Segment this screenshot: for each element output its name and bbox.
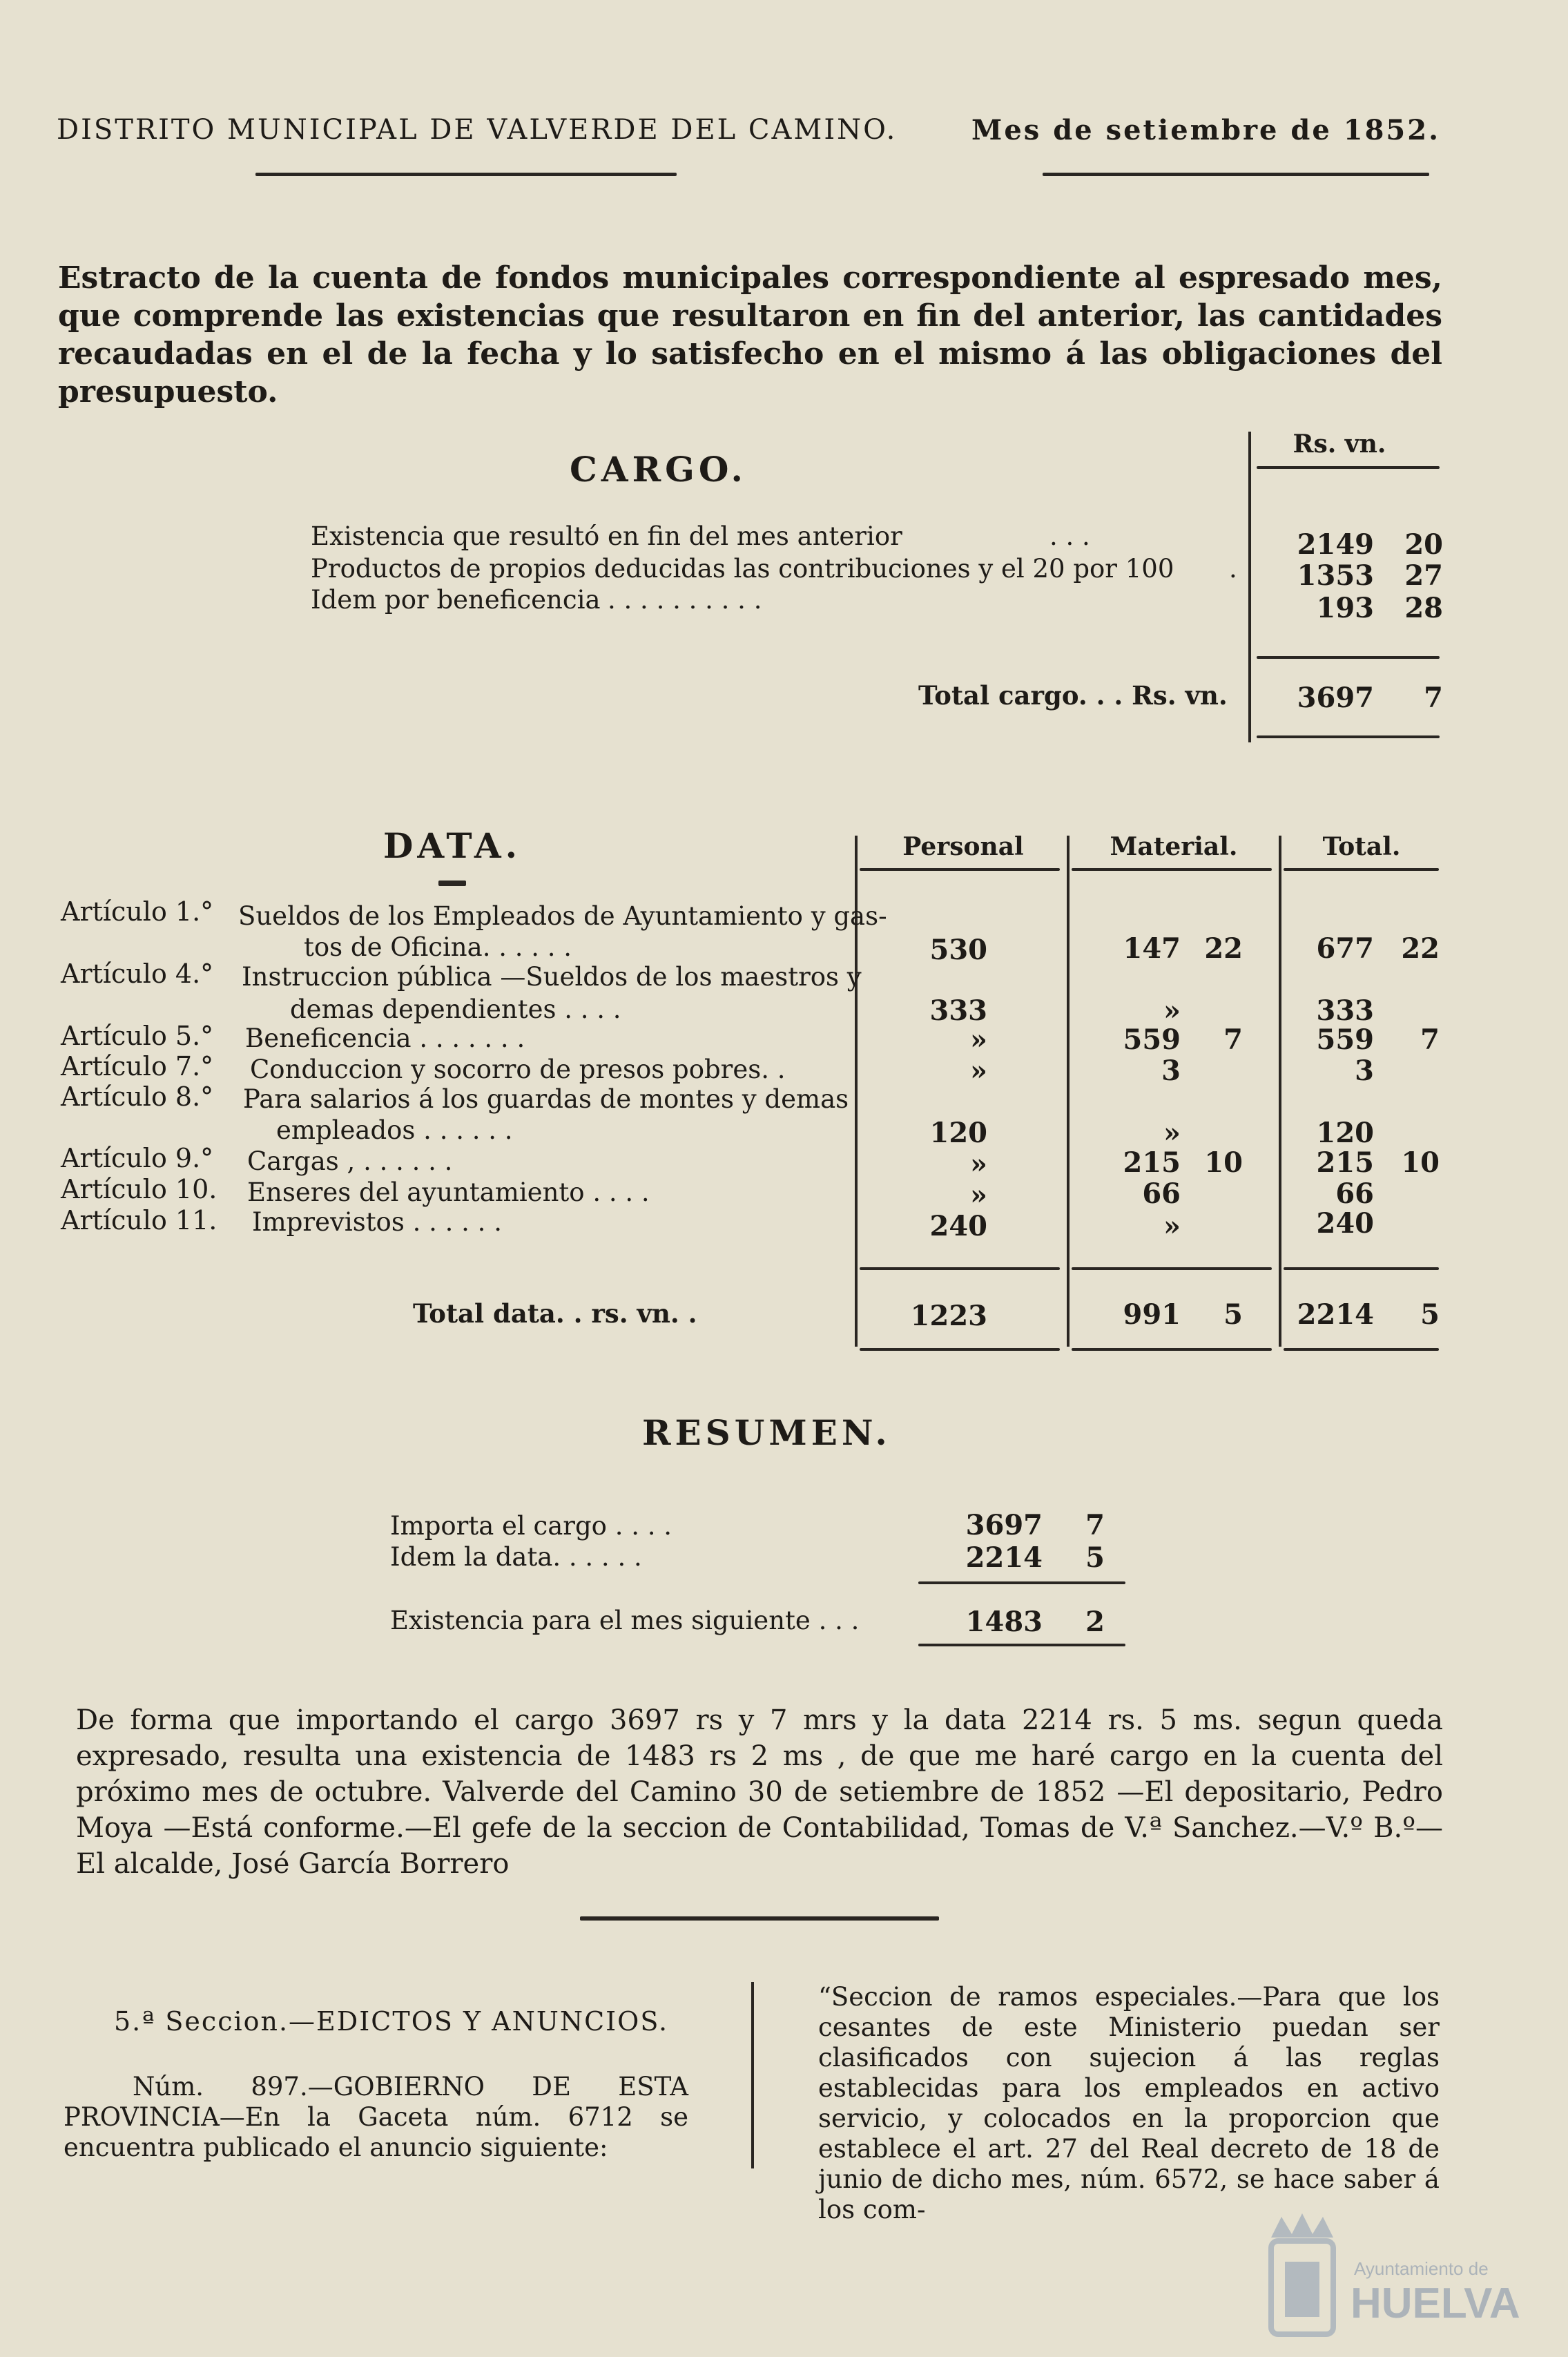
personal-value: 120 bbox=[929, 1117, 987, 1149]
cargo-total-rule bbox=[1257, 656, 1440, 659]
resumen-rs: 2214 bbox=[965, 1541, 1043, 1574]
total-total: 2214 bbox=[1297, 1298, 1374, 1331]
resumen-bottom-rule bbox=[918, 1644, 1125, 1646]
material-value: 3 bbox=[1161, 1055, 1181, 1087]
cargo-row-rs: 1353 bbox=[1297, 559, 1374, 592]
month-header: Mes de setiembre de 1852. bbox=[971, 114, 1440, 146]
article-desc: Sueldos de los Empleados de Ayuntamiento y gas- bbox=[238, 901, 887, 931]
resumen-rs: 3697 bbox=[965, 1509, 1043, 1541]
personal-value: » bbox=[970, 1055, 987, 1087]
article-label: Artículo 7.° bbox=[61, 1051, 214, 1081]
total-value: 240 bbox=[1316, 1207, 1374, 1240]
material-mrs: 10 bbox=[1204, 1146, 1243, 1179]
personal-value: » bbox=[970, 1148, 987, 1180]
cargo-row-dots: . . . . . . . . . . bbox=[608, 585, 762, 615]
article-desc: tos de Oficina. . . . . . bbox=[304, 932, 572, 962]
cargo-vrule bbox=[1248, 432, 1251, 742]
cargo-row-mrs: 28 bbox=[1404, 592, 1443, 624]
data-total-rule bbox=[1072, 1267, 1272, 1270]
material-mrs: 22 bbox=[1204, 932, 1243, 965]
header-rule-left bbox=[255, 173, 677, 176]
data-vrule-2 bbox=[1067, 836, 1069, 1347]
cargo-row-dots: . bbox=[1229, 554, 1237, 584]
data-head-rule bbox=[1072, 868, 1272, 871]
total-material: 991 bbox=[1123, 1298, 1181, 1331]
article-label: Artículo 8.° bbox=[61, 1081, 214, 1112]
section-divider bbox=[580, 1916, 939, 1921]
material-value: 147 bbox=[1123, 932, 1181, 965]
data-bottom-rule bbox=[1072, 1348, 1272, 1351]
personal-value: 530 bbox=[929, 934, 987, 966]
resumen-mrs: 5 bbox=[1085, 1541, 1105, 1574]
personal-value: » bbox=[970, 1023, 987, 1056]
cargo-title: CARGO. bbox=[570, 449, 747, 490]
crown-shield-icon bbox=[1264, 2210, 1340, 2341]
material-value: 215 bbox=[1123, 1146, 1181, 1179]
resumen-mrs: 7 bbox=[1085, 1509, 1105, 1541]
total-mrs: 22 bbox=[1401, 932, 1440, 965]
material-value: » bbox=[1163, 1210, 1181, 1242]
data-head-rule bbox=[1284, 868, 1439, 871]
article-label: Artículo 5.° bbox=[61, 1021, 214, 1051]
total-value: 215 bbox=[1316, 1146, 1374, 1179]
watermark-line2: HUELVA bbox=[1351, 2280, 1520, 2327]
data-head-rule bbox=[860, 868, 1060, 871]
personal-value: » bbox=[970, 1179, 987, 1211]
article-desc: Para salarios á los guardas de montes y demas bbox=[243, 1084, 849, 1114]
total-mrs: 7 bbox=[1420, 1023, 1440, 1056]
data-total-rule bbox=[860, 1267, 1060, 1270]
total-material-mrs: 5 bbox=[1223, 1298, 1243, 1331]
total-value: 559 bbox=[1316, 1023, 1374, 1056]
total-value: 120 bbox=[1316, 1117, 1374, 1149]
total-total-mrs: 5 bbox=[1420, 1298, 1440, 1331]
material-value: 559 bbox=[1123, 1023, 1181, 1056]
cargo-row-label: Idem por beneficencia bbox=[311, 585, 601, 615]
article-desc: Conduccion y socorro de presos pobres. . bbox=[250, 1055, 786, 1084]
right-column-text: “Seccion de ramos especiales.—Para que los cesantes de este Ministerio puedan ser clasificados con sujecion á las reglas establecidas para los empleados en activo servicio, y colocados en la proporcion que establece el art. 27 del Real decreto de 18 de junio de dicho mes, núm. 6572, se hace saber á los com- bbox=[818, 1982, 1440, 2224]
cargo-col-header: Rs. vn. bbox=[1293, 430, 1386, 459]
data-total-rule bbox=[1284, 1267, 1439, 1270]
total-value: 66 bbox=[1335, 1177, 1374, 1210]
existencia-mrs: 2 bbox=[1085, 1606, 1105, 1638]
intro-paragraph: Estracto de la cuenta de fondos municipales correspondiente al espresado mes, que comprende las existencias que resultaron en fin del anterior, las cantidades recaudadas en el de la fecha y lo satisfecho en el mismo á las obligaciones del presupuesto. bbox=[58, 260, 1442, 410]
material-value: » bbox=[1163, 1117, 1181, 1149]
material-value: » bbox=[1163, 994, 1181, 1027]
header-rule-right bbox=[1043, 173, 1429, 176]
resumen-label: Importa el cargo . . . . bbox=[390, 1511, 672, 1541]
cargo-row-mrs: 20 bbox=[1404, 528, 1443, 561]
cargo-row-rs: 193 bbox=[1316, 592, 1374, 624]
left-column-text: Núm. 897.—GOBIERNO DE ESTA PROVINCIA—En la Gaceta núm. 6712 se encuentra publicado el anuncio siguiente: bbox=[64, 2072, 688, 2162]
cargo-row-label: Existencia que resultó en fin del mes anterior bbox=[311, 521, 902, 551]
personal-value: 240 bbox=[929, 1210, 987, 1242]
article-label: Artículo 4.° bbox=[61, 959, 214, 989]
data-title: DATA. bbox=[383, 825, 522, 866]
material-value: 66 bbox=[1142, 1177, 1181, 1210]
cargo-total-rs: 3697 bbox=[1297, 682, 1374, 714]
resumen-label: Idem la data. . . . . . bbox=[390, 1542, 642, 1572]
total-value: 333 bbox=[1316, 994, 1374, 1027]
total-mrs: 10 bbox=[1401, 1146, 1440, 1179]
col-material: Material. bbox=[1110, 832, 1238, 861]
col-personal: Personal bbox=[902, 832, 1024, 861]
total-value: 677 bbox=[1316, 932, 1374, 965]
resumen-title: RESUMEN. bbox=[642, 1412, 891, 1453]
column-divider bbox=[751, 1982, 754, 2168]
data-title-ornament bbox=[438, 881, 466, 886]
total-personal: 1223 bbox=[910, 1300, 987, 1332]
cargo-head-rule bbox=[1257, 466, 1440, 469]
col-total: Total. bbox=[1322, 832, 1401, 861]
article-desc: Beneficencia . . . . . . . bbox=[245, 1023, 525, 1053]
article-label: Artículo 1.° bbox=[61, 896, 214, 927]
cargo-row-dots: . . . bbox=[1049, 521, 1090, 551]
watermark-line1: Ayuntamiento de bbox=[1354, 2258, 1489, 2279]
material-mrs: 7 bbox=[1223, 1023, 1243, 1056]
data-bottom-rule bbox=[1284, 1348, 1439, 1351]
article-label: Artículo 11. bbox=[61, 1205, 217, 1235]
article-desc: Imprevistos . . . . . . bbox=[252, 1207, 502, 1237]
article-desc: Cargas , . . . . . . bbox=[247, 1146, 453, 1176]
cargo-row-mrs: 27 bbox=[1404, 559, 1443, 592]
data-total-label: Total data. . rs. vn. . bbox=[413, 1298, 697, 1329]
data-bottom-rule bbox=[860, 1348, 1060, 1351]
cargo-bottom-rule bbox=[1257, 735, 1440, 738]
section-heading: 5.ª Seccion.—EDICTOS Y ANUNCIOS. bbox=[114, 2006, 669, 2037]
cargo-row-label: Productos de propios deducidas las contribuciones y el 20 por 100 bbox=[311, 554, 1174, 584]
district-header: DISTRITO MUNICIPAL DE VALVERDE DEL CAMINO. bbox=[57, 114, 898, 146]
article-desc: empleados . . . . . . bbox=[276, 1115, 513, 1145]
cargo-total-mrs: 7 bbox=[1424, 682, 1443, 714]
resumen-rule bbox=[918, 1581, 1125, 1584]
article-desc: demas dependientes . . . . bbox=[290, 994, 621, 1024]
huelva-watermark bbox=[1264, 2210, 1520, 2348]
cargo-total-label: Total cargo. . . Rs. vn. bbox=[918, 680, 1228, 711]
article-desc: Enseres del ayuntamiento . . . . bbox=[247, 1177, 650, 1207]
article-label: Artículo 9.° bbox=[61, 1143, 214, 1173]
existencia-rs: 1483 bbox=[965, 1606, 1043, 1638]
personal-value: 333 bbox=[929, 994, 987, 1027]
total-value: 3 bbox=[1355, 1055, 1374, 1087]
closing-paragraph: De forma que importando el cargo 3697 rs y 7 mrs y la data 2214 rs. 5 ms. segun queda expresado, resulta una existencia de 1483 rs 2 ms , de que me haré cargo en la cuenta del próximo mes de octubre. Valverde del Camino 30 de setiembre de 1852 —El depositario, Pedro Moya —Está conforme.—El gefe de la seccion de Contabilidad, Tomas de V.ª Sanchez.—V.º B.º—El alcalde, José García Borrero bbox=[76, 1704, 1443, 1880]
data-vrule-3 bbox=[1279, 836, 1281, 1347]
existencia-label: Existencia para el mes siguiente . . . bbox=[390, 1606, 860, 1635]
cargo-row-rs: 2149 bbox=[1297, 528, 1374, 561]
article-desc: Instruccion pública —Sueldos de los maestros y bbox=[242, 962, 862, 992]
article-label: Artículo 10. bbox=[61, 1174, 217, 1204]
